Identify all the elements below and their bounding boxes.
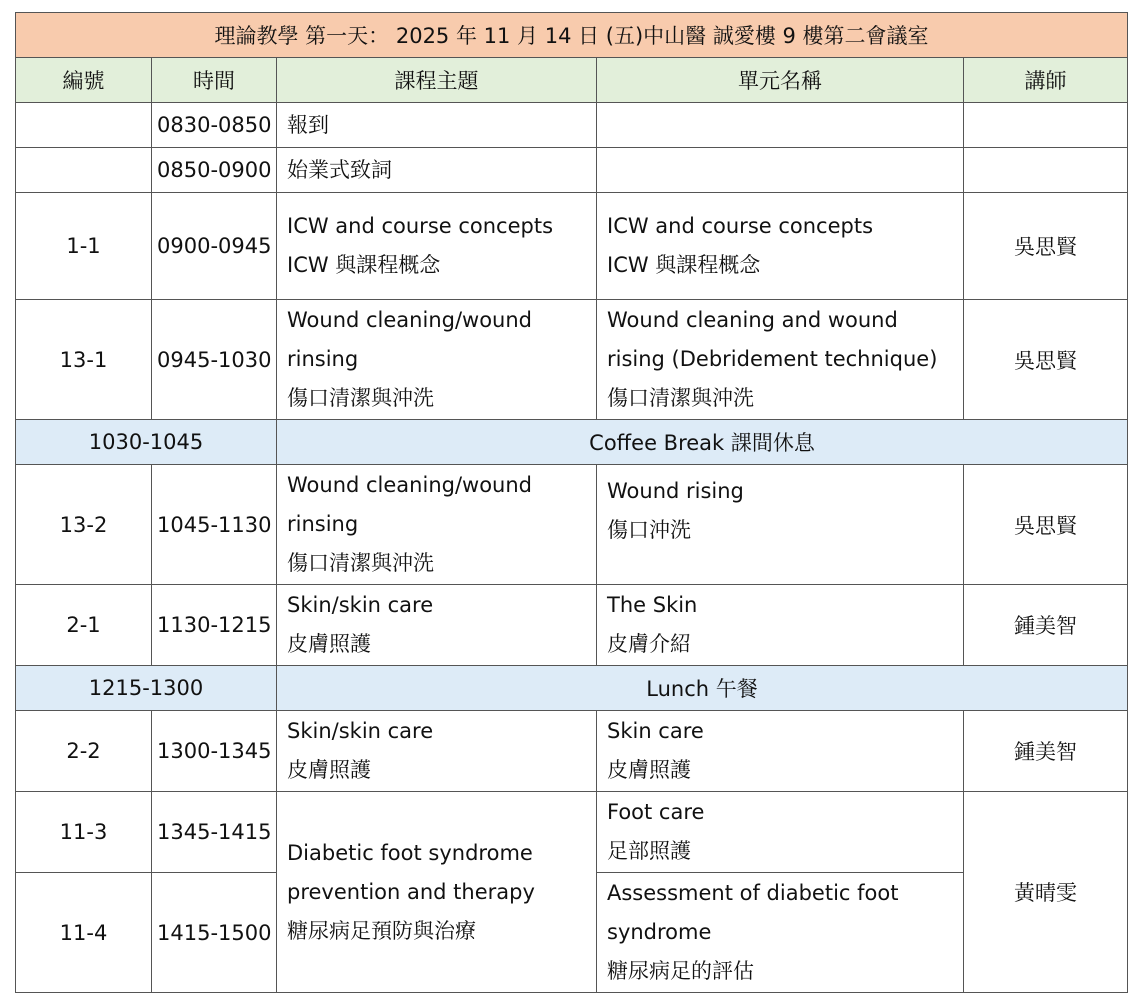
- topic-line: ICW 與課程概念: [287, 253, 441, 277]
- session-number: 13-1: [16, 300, 152, 420]
- unit-line: 皮膚介紹: [607, 632, 691, 656]
- table-row: [16, 193, 1128, 300]
- session-time: 0945-1030: [152, 300, 277, 420]
- header-unit: 單元名稱: [597, 58, 964, 103]
- unit-line: Wound cleaning and wound: [607, 308, 898, 332]
- instructor: [964, 148, 1128, 193]
- unit-cell: [597, 585, 964, 666]
- session-number: 1-1: [16, 193, 152, 300]
- unit-line: Skin care: [607, 719, 704, 743]
- topic-line: Wound cleaning/wound: [287, 308, 533, 332]
- topic-line: 傷口清潔與沖洗: [287, 386, 434, 410]
- header-instructor: 講師: [964, 58, 1128, 103]
- topic-cell: [277, 148, 597, 193]
- unit-line: Wound rising: [607, 479, 744, 503]
- break-time: 1030-1045: [16, 420, 277, 465]
- table-row: [16, 711, 1128, 792]
- topic-line: Skin/skin care: [287, 719, 434, 743]
- topic-line: rinsing: [287, 347, 359, 371]
- unit-line: ICW and course concepts: [607, 214, 874, 238]
- topic-line: 糖尿病足預防與治療: [287, 918, 476, 943]
- instructor: [964, 103, 1128, 148]
- topic-line: Wound cleaning/wound: [287, 473, 533, 497]
- title-row: [16, 13, 1128, 58]
- session-time: 1300-1345: [152, 711, 277, 792]
- unit-line: 足部照護: [607, 839, 691, 863]
- unit-line: 傷口沖洗: [607, 518, 691, 542]
- unit-cell: [597, 300, 964, 420]
- unit-line: ICW 與課程概念: [607, 253, 761, 277]
- instructor: 吳思賢: [964, 300, 1128, 420]
- instructor: 吳思賢: [964, 465, 1128, 585]
- unit-cell: [597, 465, 964, 585]
- session-time: 0850-0900: [152, 148, 277, 193]
- topic-cell: [277, 585, 597, 666]
- unit-line: syndrome: [607, 920, 712, 944]
- topic-line: 始業式致詞: [287, 157, 392, 182]
- unit-cell: [597, 873, 964, 993]
- session-time: 0830-0850: [152, 103, 277, 148]
- unit-line: 糖尿病足的評估: [607, 959, 754, 983]
- break-label: Lunch 午餐: [277, 666, 1128, 711]
- table-row: [16, 103, 1128, 148]
- schedule-title: 理論教學 第一天： 2025 年 11 月 14 日 (五)中山醫 誠愛樓 9 樓第二會議室: [16, 13, 1128, 58]
- break-row: [16, 666, 1128, 711]
- unit-cell: [597, 193, 964, 300]
- table-row: [16, 585, 1128, 666]
- unit-line: The Skin: [607, 593, 698, 617]
- session-time: 1130-1215: [152, 585, 277, 666]
- instructor: 鍾美智: [964, 585, 1128, 666]
- schedule-table: [15, 12, 1128, 993]
- unit-line: Assessment of diabetic foot: [607, 881, 899, 905]
- table-row: [16, 792, 1128, 873]
- topic-cell: [277, 465, 597, 585]
- table-row: [16, 465, 1128, 585]
- session-time: 0900-0945: [152, 193, 277, 300]
- break-label: Coffee Break 課間休息: [277, 420, 1128, 465]
- topic-line: Diabetic foot syndrome: [287, 840, 533, 865]
- session-time: 1415-1500: [152, 873, 277, 993]
- break-time: 1215-1300: [16, 666, 277, 711]
- topic-line: 皮膚照護: [287, 758, 371, 782]
- unit-line: 皮膚照護: [607, 758, 691, 782]
- session-number: 2-2: [16, 711, 152, 792]
- topic-line: 皮膚照護: [287, 632, 371, 656]
- session-time: 1045-1130: [152, 465, 277, 585]
- instructor: 鍾美智: [964, 711, 1128, 792]
- unit-cell: [597, 792, 964, 873]
- table-row: [16, 300, 1128, 420]
- topic-line: 傷口清潔與沖洗: [287, 551, 434, 575]
- session-number: 11-4: [16, 873, 152, 993]
- topic-line: prevention and therapy: [287, 879, 535, 904]
- session-number: 2-1: [16, 585, 152, 666]
- topic-line: rinsing: [287, 512, 359, 536]
- session-number: 11-3: [16, 792, 152, 873]
- topic-cell: [277, 792, 597, 993]
- header-time: 時間: [152, 58, 277, 103]
- session-number: [16, 148, 152, 193]
- unit-line: Foot care: [607, 800, 705, 824]
- unit-cell: [597, 148, 964, 193]
- unit-cell: [597, 103, 964, 148]
- topic-cell: [277, 103, 597, 148]
- session-time: 1345-1415: [152, 792, 277, 873]
- session-number: [16, 103, 152, 148]
- header-number: 編號: [16, 58, 152, 103]
- topic-line: Skin/skin care: [287, 593, 434, 617]
- session-number: 13-2: [16, 465, 152, 585]
- topic-cell: [277, 193, 597, 300]
- header-row: [16, 58, 1128, 103]
- header-topic: 課程主題: [277, 58, 597, 103]
- topic-line: ICW and course concepts: [287, 214, 554, 238]
- topic-line: 報到: [287, 112, 329, 137]
- table-row: [16, 148, 1128, 193]
- instructor: 黃晴雯: [964, 792, 1128, 993]
- topic-cell: [277, 300, 597, 420]
- unit-line: rising (Debridement technique): [607, 347, 938, 371]
- instructor: 吳思賢: [964, 193, 1128, 300]
- unit-line: 傷口清潔與沖洗: [607, 386, 754, 410]
- break-row: [16, 420, 1128, 465]
- topic-cell: [277, 711, 597, 792]
- unit-cell: [597, 711, 964, 792]
